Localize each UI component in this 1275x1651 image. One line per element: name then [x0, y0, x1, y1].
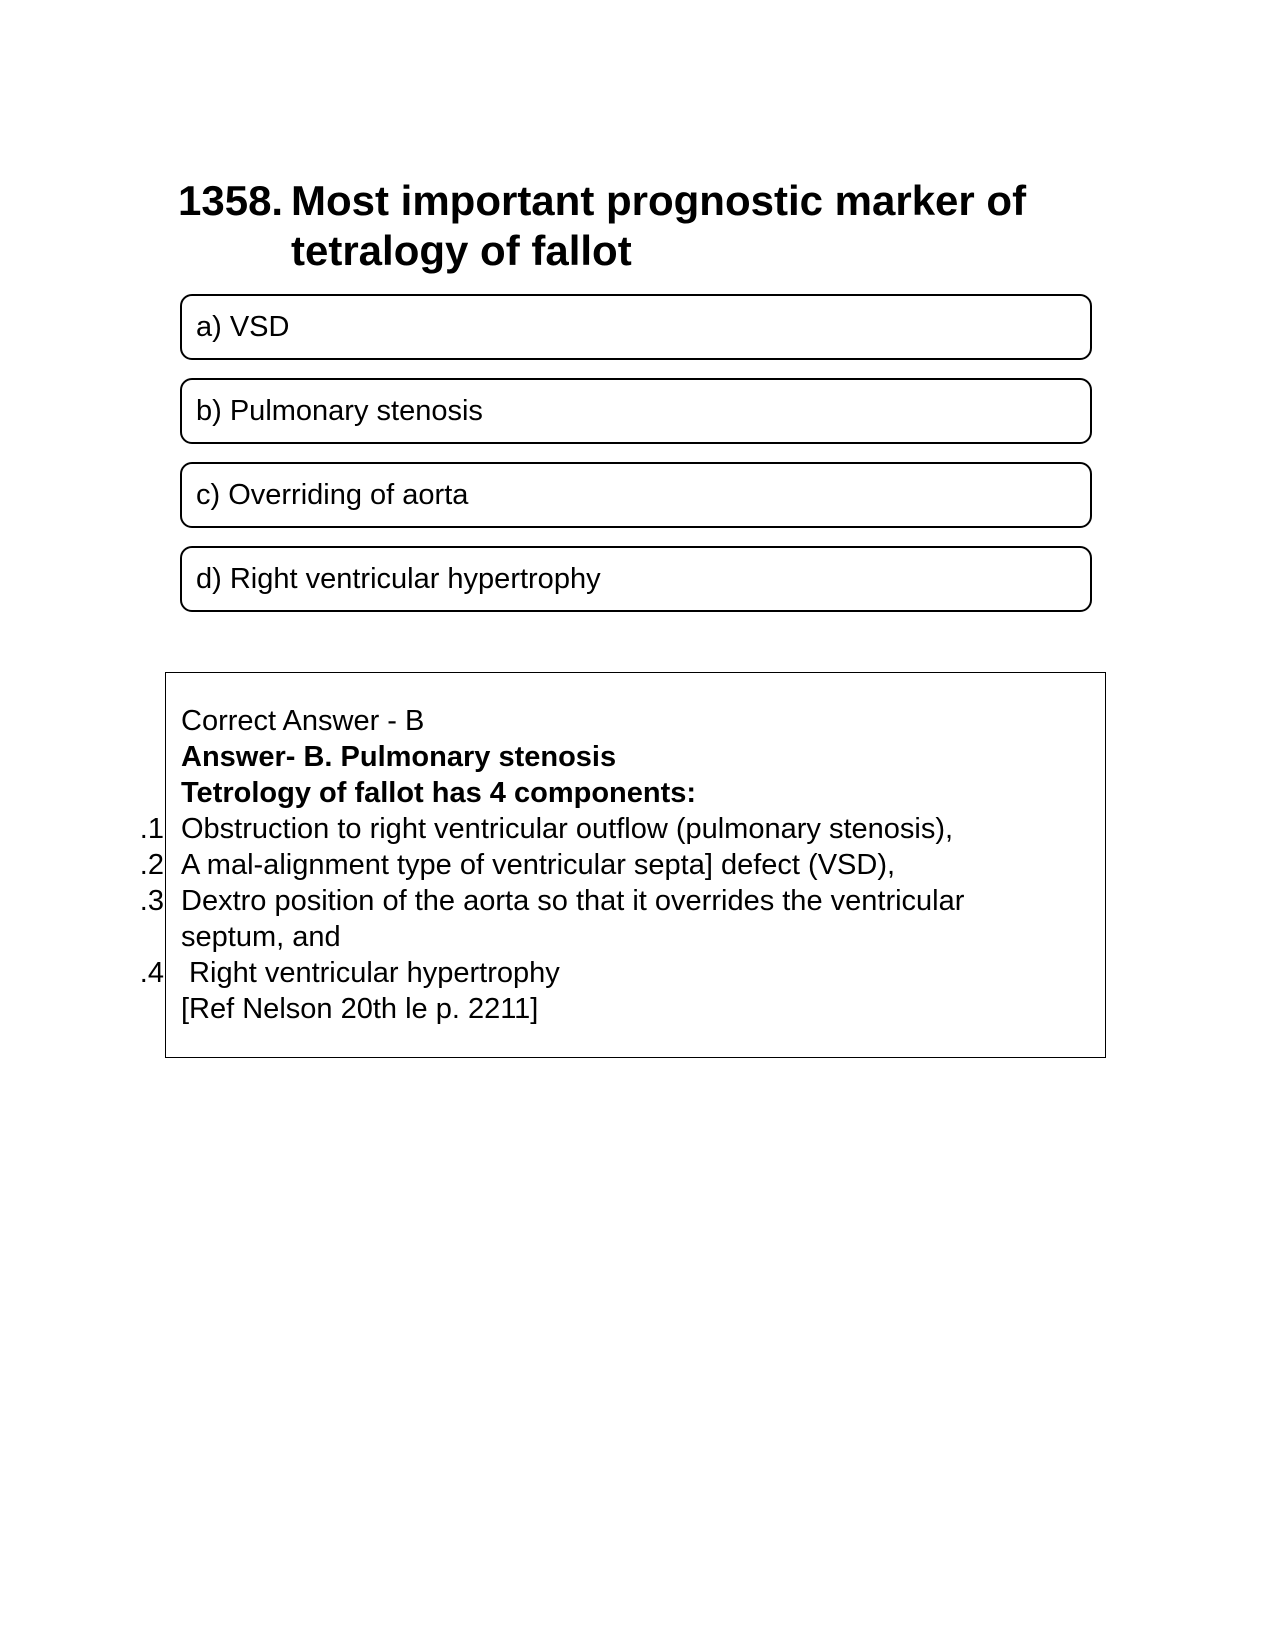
components-heading: Tetrology of fallot has 4 components: — [181, 777, 697, 809]
reference: [Ref Nelson 20th le p. 2211] — [181, 993, 539, 1025]
list-item: A mal-alignment type of ventricular septa] defect (VSD), — [181, 849, 896, 881]
list-item: Obstruction to right ventricular outflow (pulmonary stenosis), — [181, 813, 954, 845]
list-marker: 3. — [140, 885, 164, 917]
option-c[interactable]: c) Overriding of aorta — [180, 462, 1092, 528]
list-item: Dextro position of the aorta so that it overrides the ventricular — [181, 885, 965, 917]
list-item-continuation: septum, and — [181, 921, 341, 953]
question-text: Most important prognostic marker of tetralogy of fallot — [291, 177, 1027, 274]
correct-answer: Correct Answer - B — [181, 705, 425, 737]
list-marker: 1. — [140, 813, 164, 845]
option-b[interactable]: b) Pulmonary stenosis — [180, 378, 1092, 444]
option-d[interactable]: d) Right ventricular hypertrophy — [180, 546, 1092, 612]
option-a[interactable]: a) VSD — [180, 294, 1092, 360]
list-item: Right ventricular hypertrophy — [181, 957, 560, 989]
question-number: 1358. — [178, 177, 284, 224]
list-marker: 4. — [140, 957, 164, 989]
answer-line: Answer- B. Pulmonary stenosis — [181, 741, 617, 773]
list-marker: 2. — [140, 849, 164, 881]
